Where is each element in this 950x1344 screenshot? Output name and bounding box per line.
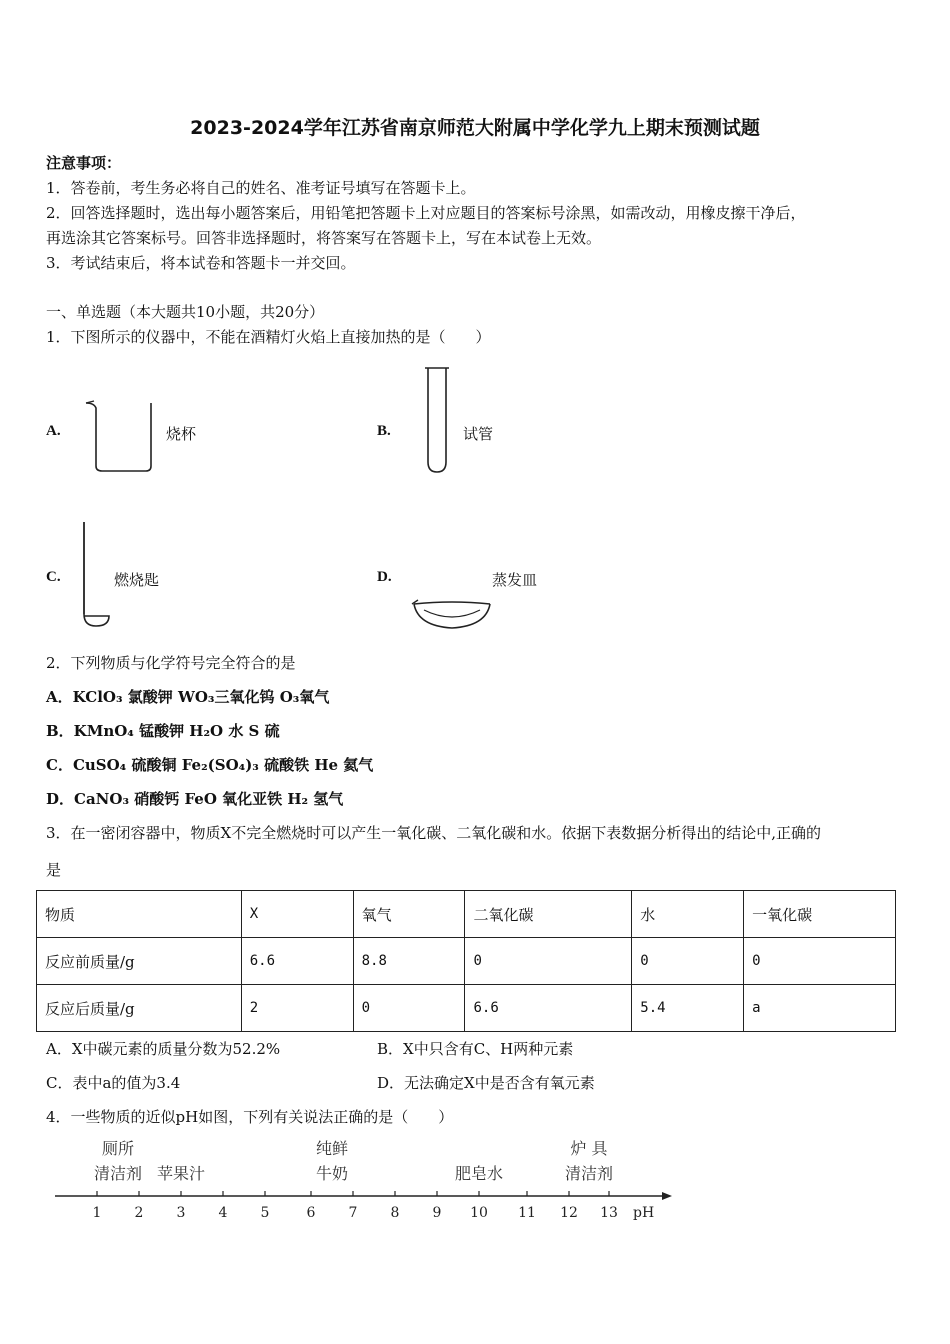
table-header-row: [37, 891, 896, 938]
ph-substance-label: 纯鲜: [315, 1139, 349, 1158]
ph-tick-label: 5: [260, 1205, 270, 1221]
notice-item: 3．考试结束后，将本试卷和答题卡一并交回。: [46, 254, 356, 272]
question-3-stem: 3．在一密闭容器中，物质X不完全燃烧时可以产生一氧化碳、二氧化碳和水。依据下表数据分析得出的结论中,正确的: [46, 824, 821, 842]
ph-tick-label: 4: [218, 1205, 228, 1221]
q3-option-a[interactable]: A．X中碳元素的质量分数为52.2%: [46, 1040, 281, 1058]
q2-option-b[interactable]: B．KMnO₄ 锰酸钾 H₂O 水 S 硫: [46, 722, 280, 740]
q1-option-b-label: 试管: [463, 425, 494, 443]
ph-number-line: [0, 1130, 700, 1230]
ph-tick-label: 7: [348, 1205, 358, 1221]
ph-tick-label: 13: [600, 1205, 618, 1221]
ph-substance-label: 牛奶: [315, 1164, 349, 1183]
table-cell: 5.4: [632, 985, 744, 1032]
combustion-spoon-icon: [76, 520, 116, 630]
ph-tick-label: 2: [134, 1205, 144, 1221]
q3-option-b[interactable]: B．X中只含有C、H两种元素: [377, 1040, 574, 1058]
ph-tick-label: 6: [306, 1205, 316, 1221]
ph-axis-arrow: [662, 1192, 672, 1200]
test-tube-icon: [422, 364, 452, 476]
table-header-cell: 物质: [37, 891, 242, 938]
table-cell: 反应前质量/g: [37, 938, 242, 985]
q1-option-a-letter[interactable]: A.: [46, 423, 61, 439]
question-4-stem: 4．一些物质的近似pH如图，下列有关说法正确的是（ ）: [46, 1108, 454, 1126]
question-1-stem: 1．下图所示的仪器中，不能在酒精灯火焰上直接加热的是（ ）: [46, 328, 491, 346]
data-table: [36, 890, 896, 1032]
table-cell: 0: [744, 938, 896, 985]
notice-heading: 注意事项：: [46, 154, 122, 172]
table-cell: 2: [241, 985, 353, 1032]
q1-option-d-label: 蒸发皿: [492, 571, 538, 589]
ph-substance-label: 厕所: [101, 1139, 135, 1158]
table-cell: a: [744, 985, 896, 1032]
table-cell: 6.6: [465, 985, 632, 1032]
table-header-cell: 氧气: [353, 891, 465, 938]
table-cell: 6.6: [241, 938, 353, 985]
table-cell: 8.8: [353, 938, 465, 985]
ph-substance-label: 炉 具: [570, 1139, 608, 1158]
ph-tick-label: 12: [560, 1205, 578, 1221]
table-header-cell: X: [241, 891, 353, 938]
q2-option-a[interactable]: A．KClO₃ 氯酸钾 WO₃三氧化钨 O₃氧气: [46, 688, 330, 706]
question-2-stem: 2．下列物质与化学符号完全符合的是: [46, 654, 296, 672]
q1-option-c-letter[interactable]: C.: [46, 569, 61, 585]
notice-item: 2．回答选择题时，选出每小题答案后，用铅笔把答题卡上对应题目的答案标号涂黑，如需改动，用橡皮擦干净后，: [46, 204, 806, 222]
q2-option-d[interactable]: D．CaNO₃ 硝酸钙 FeO 氧化亚铁 H₂ 氢气: [46, 790, 344, 808]
notice-item: 再选涂其它答案标号。回答非选择题时，将答案写在答题卡上，写在本试卷上无效。: [46, 229, 602, 247]
beaker-icon: [84, 400, 158, 474]
notice-item: 1．答卷前，考生务必将自己的姓名、准考证号填写在答题卡上。: [46, 179, 476, 197]
table-cell: 反应后质量/g: [37, 985, 242, 1032]
table-row: [37, 985, 896, 1032]
ph-substance-label: 肥皂水: [454, 1164, 504, 1183]
table-cell: 0: [353, 985, 465, 1032]
q1-option-b-letter[interactable]: B.: [377, 423, 391, 439]
q3-option-c[interactable]: C．表中a的值为3.4: [46, 1074, 181, 1092]
table-header-cell: 一氧化碳: [744, 891, 896, 938]
ph-tick-label: 9: [432, 1205, 442, 1221]
ph-tick-label: 11: [518, 1205, 536, 1221]
table-cell: 0: [632, 938, 744, 985]
table-header-cell: 二氧化碳: [465, 891, 632, 938]
table-row: [37, 938, 896, 985]
ph-tick-label: 10: [470, 1205, 488, 1221]
page-title: 2023-2024学年江苏省南京师范大附属中学化学九上期末预测试题: [190, 117, 760, 139]
q1-option-c-label: 燃烧匙: [114, 571, 160, 589]
evaporating-dish-icon: [410, 598, 494, 632]
table-cell: 0: [465, 938, 632, 985]
ph-axis-label: pH: [633, 1205, 655, 1221]
table-header-cell: 水: [632, 891, 744, 938]
ph-substance-label: 清洁剂: [93, 1164, 143, 1183]
q1-option-a-label: 烧杯: [166, 425, 197, 443]
q2-option-c[interactable]: C．CuSO₄ 硫酸铜 Fe₂(SO₄)₃ 硫酸铁 He 氦气: [46, 756, 374, 774]
section-heading: 一、单选题（本大题共10小题，共20分）: [46, 303, 325, 321]
q3-option-d[interactable]: D．无法确定X中是否含有氧元素: [377, 1074, 595, 1092]
ph-substance-label: 苹果汁: [156, 1164, 206, 1183]
q1-option-d-letter[interactable]: D.: [377, 569, 392, 585]
question-3-stem-cont: 是: [46, 861, 62, 879]
ph-tick-label: 8: [390, 1205, 400, 1221]
ph-tick-label: 3: [176, 1205, 186, 1221]
ph-tick-label: 1: [92, 1205, 102, 1221]
ph-substance-label: 清洁剂: [564, 1164, 614, 1183]
